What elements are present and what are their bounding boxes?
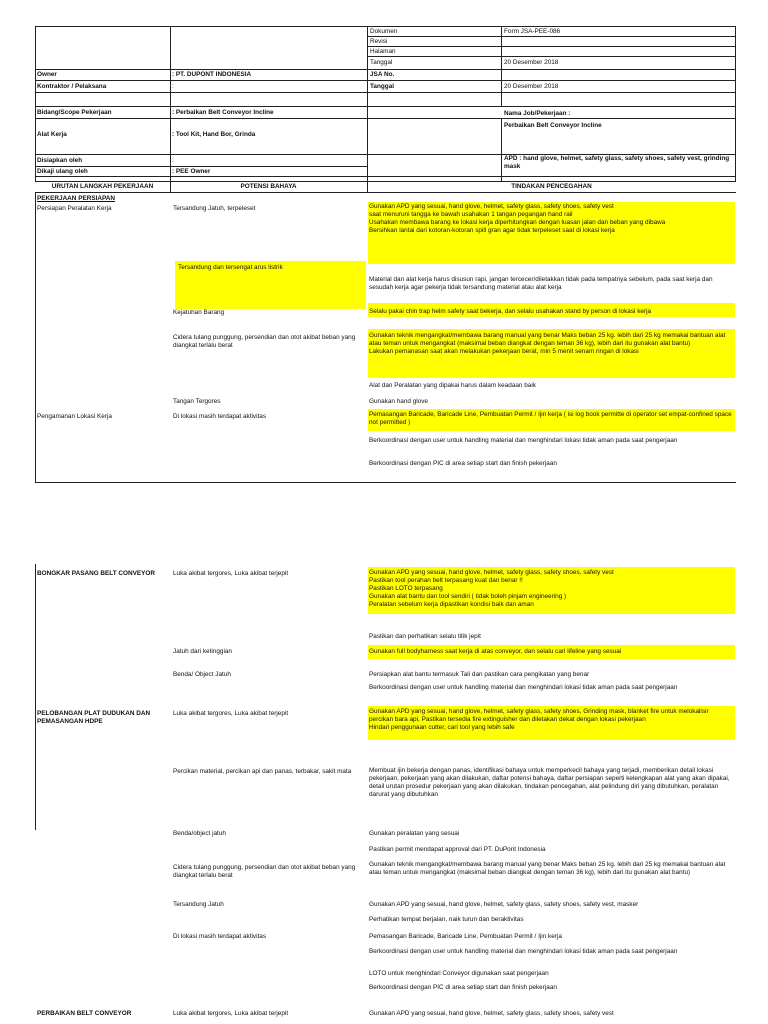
- hazard-text: Luka akibat tergores, Luka akibat terjepit: [173, 710, 289, 717]
- dikaji-label: Dikaji ulang oleh: [37, 168, 88, 175]
- hazard-text: Cidera tulang punggung, persendian dan otot akibat beban yang diangkat terlalu berat: [173, 864, 356, 879]
- jsa-no-label: JSA No.: [370, 71, 395, 78]
- hazard-text: Percikan material, percikan api dan panas, terbakar, sakit mata: [173, 768, 352, 775]
- hazard-text: Di lokasi masih terdapat aktivitas: [173, 413, 267, 420]
- disiapkan-label: Disiapkan oleh: [37, 157, 83, 164]
- action-text: Gunakan full bodyharness saat kerja di atas conveyor, dan selalu cari lifeline yang sesuai: [369, 648, 622, 655]
- action-text: Berkoordinasi dengan PIC di area setiap start dan finish pekerjaan: [369, 460, 557, 467]
- hazard-text: Benda/ Object Jatuh: [173, 671, 231, 678]
- dikaji-value: : PEE Owner: [172, 168, 211, 175]
- namajob-label: Nama Job/Pekerjaan :: [504, 110, 571, 117]
- section-title-persiapan: PEKERJAAN PERSIAPAN: [37, 195, 116, 202]
- action-text: Material dan alat kerja harus disusun rapi, jangan tercecer/diletakkan tidak pada tempatnya sebelum, pada saat kerja dan sesudah kerja agar pekerja tidak tersandung material atau alat kerja: [369, 276, 713, 291]
- action-text: Membuat ijin bekerja dengan panas, identifikasi bahaya untuk memperkecil bahaya yang terjadi, memberikan detail lokasi pekerjaan, pekerjaan yang akan dilakukan, daftar potensi bahaya, daftar persiapan seperti kelengkapan alat yang akan dipakai, detail urutan prosedur pekerjaan yang akan dilakukan, tindakan pencegahan, alat pelindung diri yang dibutuhkan, peralatan darurat yang dibutuhkan: [369, 767, 730, 798]
- hazard-text: Luka akibat tergores, Luka akibat terjepit: [173, 570, 289, 577]
- owner-label: Owner: [37, 71, 57, 78]
- action-text: Perhatikan tempat berjalan, naik turun dan beraktivitas: [369, 916, 524, 923]
- kontraktor-label: Kontraktor / Pelaksana: [37, 83, 107, 90]
- col-header-potensi: POTENSI BAHAYA: [240, 183, 297, 190]
- action-text: Berkoordinasi dengan user untuk handling material dan menghindari lokasi tidak aman pada saat pengerjaan: [369, 948, 678, 955]
- action-text: Gunakan peralatan yang sesuai: [369, 830, 460, 837]
- col-header-tindakan: TINDAKAN PENCEGAHAN: [511, 183, 592, 190]
- action-text: Berkoordinasi dengan user untuk handling material dan menghindari lokasi tidak aman pada saat pengerjaan: [369, 684, 678, 691]
- tanggal-label: Tanggal: [370, 83, 395, 90]
- doc-value-tanggal: 20 Desember 2018: [504, 59, 559, 66]
- doc-label-dokumen: Dokumen: [370, 28, 398, 35]
- bidang-value: : Perbaikan Belt Conveyor Incline: [172, 109, 274, 116]
- action-text: Alat dan Peralatan yang dipakai harus dalam keadaan baik: [369, 382, 536, 389]
- doc-value-dokumen: Form JSA-PEE-086: [504, 28, 561, 35]
- hazard-text: Tersandung Jatuh, terpeleset: [173, 205, 256, 212]
- step-perbaikan: PERBAIKAN BELT CONVEYOR: [37, 1010, 132, 1017]
- step-bongkar-pasang: BONGKAR PASANG BELT CONVEYOR: [37, 570, 155, 577]
- tanggal-value: 20 Desember 2018: [504, 83, 559, 90]
- hazard-text: Cidera tulang punggung, persendian dan otot akibat beban yang diangkat terlalu berat: [173, 334, 356, 349]
- action-text: Berkoordinasi dengan user untuk handling material dan menghindari lokasi tidak aman pada saat pengerjaan: [369, 437, 678, 444]
- action-text: Pastikan permit mendapat approval dari PT. DuPont Indonesia: [369, 846, 546, 853]
- bidang-label: Bidang/Scope Pekerjaan: [37, 109, 112, 116]
- action-text: Gunakan APD yang sesuai, hand glove, helmet, safety glass, safety shoes, safety vest: [369, 1010, 614, 1017]
- action-text: Gunakan APD yang sesuai, hand glove, helmet, safety glass, safety shoes, safety vest Pastikan tool perahan belt terpasang kuat dan benar !! Pastikan LOTO terpasang Gunakan alat bantu dan tool sendiri ( tidak boleh pinjam engineering ) Peralatan sebelum kerja dipastikan kondisi baik dan aman: [369, 569, 614, 608]
- action-text: LOTO untuk menghindari Conveyor digunakan saat pengerjaan: [369, 970, 549, 977]
- action-text: Pemasangan Baricade, Baricade Line, Pembuatan Permit / Ijin kerja: [369, 933, 562, 940]
- hazard-text: Jatuh dari ketinggian: [173, 648, 232, 655]
- hazard-text: Tersandung dan tersengat arus listrik: [178, 264, 283, 271]
- step-pengamanan-lokasi: Pengamanan Lokasi Kerja: [37, 413, 112, 420]
- apd-value: APD : hand glove, helmet, safety glass, safety shoes, safety vest, grinding mask: [504, 155, 730, 170]
- step-pelobangan: PELOBANGAN PLAT DUDUKAN DAN PEMASANGAN HDPE: [37, 710, 151, 725]
- disiapkan-value: :: [172, 157, 174, 164]
- action-text: Gunakan hand glove: [369, 398, 428, 405]
- action-text: Gunakan APD yang sesuai, hand glove, helmet, safety glass, safety shoes, Grinding mask, blanket fire untuk melokalisir percikan bara api, Pastikan tersedia fire extinguisher dan diletakan dekat dengan lokasi pekerjaan Hindari penggunaan cutter, cari tool yang lebih safe: [369, 708, 709, 731]
- alat-label: Alat Kerja: [37, 131, 67, 138]
- doc-label-tanggal: Tanggal: [370, 59, 393, 66]
- step-persiapan-peralatan: Persiapan Peralatan Kerja: [37, 205, 112, 212]
- hazard-text: Luka akibat tergores, Luka akibat terjepit: [173, 1010, 289, 1017]
- action-text: Pastikan dan perhatikan selalu titik jepit: [369, 633, 481, 640]
- hazard-text: Benda/object jatuh: [173, 830, 226, 837]
- doc-label-revisi: Revisi: [370, 38, 388, 45]
- action-text: Gunakan teknik mengangkat/membawa barang manual yang benar Maks beban 25 kg. lebih dari 25 kg memakai bantuan alat atau teman untuk mengangkat (maksimal beban diangkat dengan teman 36 kg), lebih dari itu gunakan alat bantu) Lakukan pemanasan saat akan melakukan pekerjaan berat, min 5 menit senam ringan di lokasi: [369, 332, 726, 355]
- action-text: Berkoordinasi dengan PIC di area setiap start dan finish pekerjaan: [369, 984, 557, 991]
- alat-value: : Tool Kit, Hand Bor, Grinda: [172, 131, 256, 138]
- hazard-text: Kejatuhan Barang: [173, 309, 225, 316]
- hazard-text: Di lokasi masih terdapat aktivitas: [173, 933, 267, 940]
- hazard-text: Tersandung Jatuh: [173, 901, 224, 908]
- kontraktor-value: :: [172, 83, 174, 90]
- hazard-text: Tangan Tergores: [173, 398, 221, 405]
- doc-label-halaman: Halaman: [370, 48, 396, 55]
- action-text: Selalu pakai chin trap helm safety saat bekerja, dan selalu usahakan stand by person di lokasi kerja: [369, 308, 652, 315]
- owner-value: : PT. DUPONT INDONESIA: [172, 71, 252, 78]
- action-text: Persiapkan alat bantu termasuk Tali dan pastikan cara pengikatan yang benar: [369, 671, 590, 678]
- action-text: Gunakan teknik mengangkat/membawa barang manual yang benar Maks beban 25 kg. lebih dari 25 kg memakai bantuan alat atau teman untuk mengangkat (maksimal beban diangkat dengan teman 36 kg), lebih dari itu gunakan alat bantu): [369, 861, 726, 876]
- namajob-value: Perbaikan Belt Conveyor Incline: [504, 122, 602, 129]
- col-header-urutan: URUTAN LANGKAH PEKERJAAN: [51, 183, 154, 190]
- action-text: Gunakan APD yang sesuai, hand glove, helmet, safety glass, safety shoes, safety vest, masker: [369, 901, 639, 908]
- action-text: Pemasangan Baricade, Baricade Line, Pembuatan Permit / Ijin kerja ( isi log book permitte di operator set empat-confined space not permitted ): [369, 411, 732, 426]
- action-text: Gunakan APD yang sesuai, hand glove, helmet, safety glass, safety shoes, safety vest saat menuruni tangga ke bawah usahakan 1 tangan pegangan hand rail Usahakan membawa barang ke lokasi kerja diperhitungkan dengan luasan jalan dan beban yang dibawa Bersihkan lantai dari kotoran-kotoran spill gran agar tidak terpeleset saat di lokasi kerja: [369, 203, 666, 234]
